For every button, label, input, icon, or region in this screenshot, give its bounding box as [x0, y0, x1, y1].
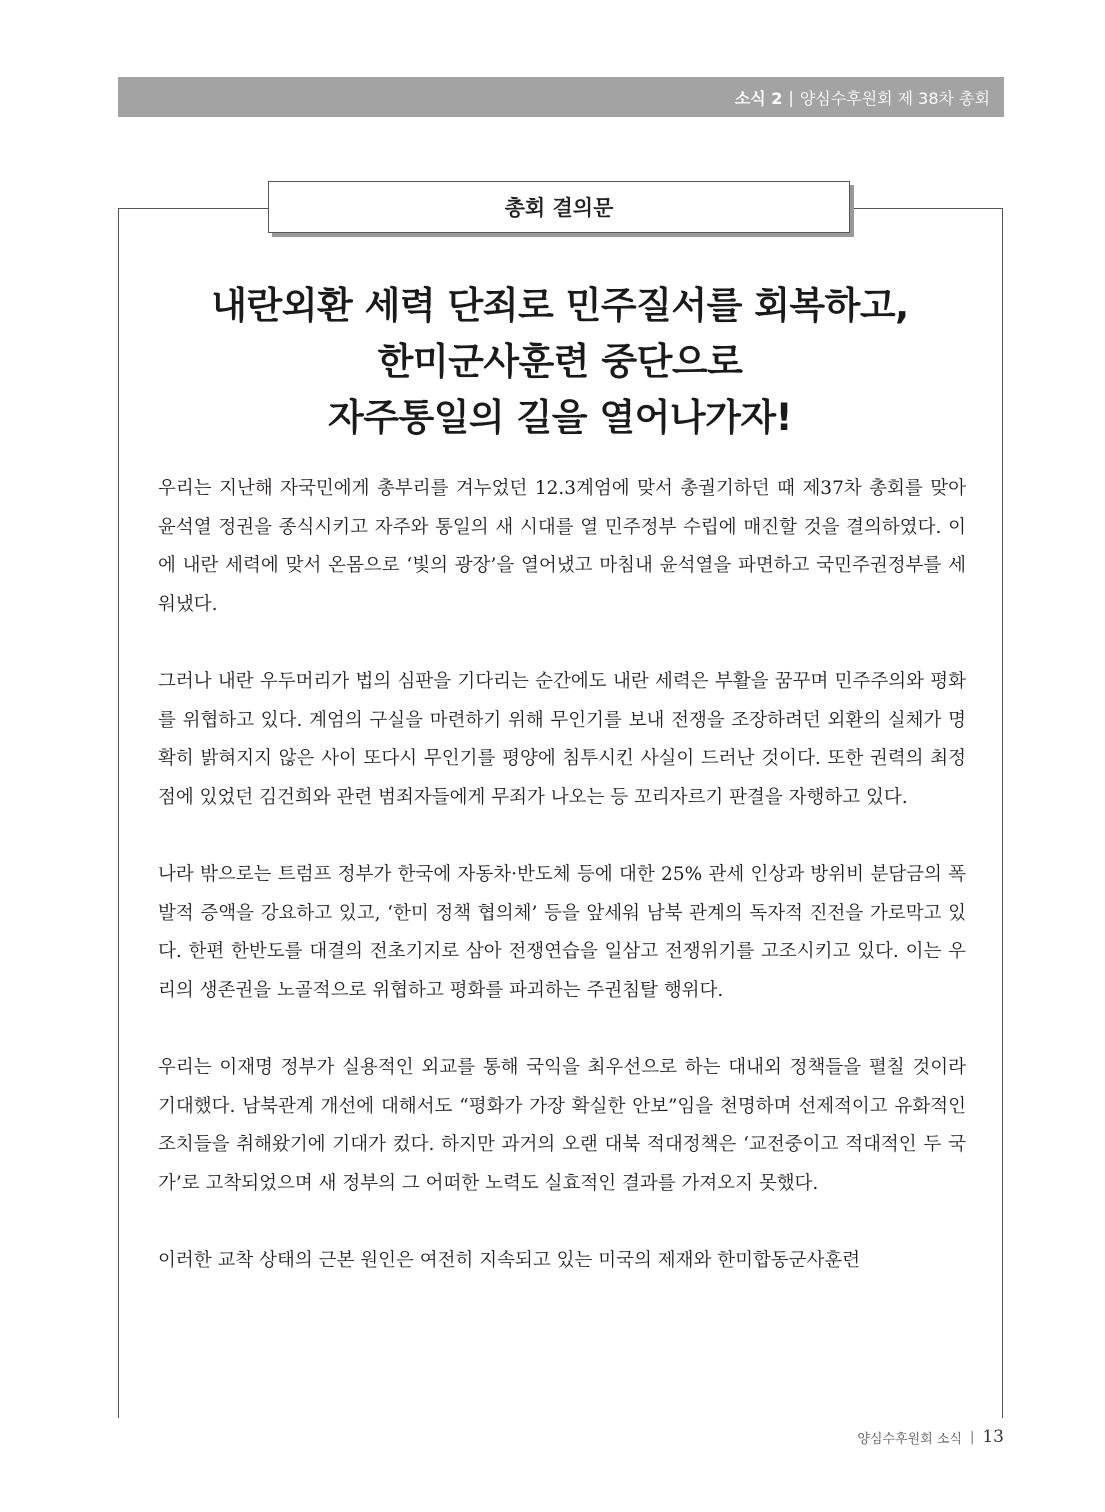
article-title: [130, 278, 990, 446]
title-line-2: 한미군사훈련 중단으로: [377, 340, 743, 383]
footer-separator: |: [969, 1429, 975, 1445]
header-subtitle: 양심수후원회 제 38차 총회: [799, 88, 990, 108]
body-paragraph-3: 나라 밖으로는 트럼프 정부가 한국에 자동차·반도체 등에 대한 25% 관세 인상과 방위비 분담금의 폭발적 증액을 강요하고 있고, ‘한미 정책 협의체’ 등을 앞세워 남북 관계의 독자적 진전을 가로막고 있다. 한편 한반도를 대결의 전초기지로 삼아 전쟁연습을 일삼고 전쟁위기를 고조시키고 있다. 이는 우리의 생존권을 노골적으로 위협하고 평화를 파괴하는 주권침탈 행위다.: [158, 863, 966, 1001]
header-separator: |: [788, 87, 794, 107]
title-line-3: 자주통일의 길을 열어나가자!: [327, 396, 793, 439]
article-body: [158, 470, 966, 1319]
article-label: [268, 181, 850, 233]
body-paragraph-4: 우리는 이재명 정부가 실용적인 외교를 통해 국익을 최우선으로 하는 대내외 정책들을 펼칠 것이라 기대했다. 남북관계 개선에 대해서도 “평화가 가장 확실한 안보”임을 천명하며 선제적이고 유화적인 조치들을 취해왔기에 기대가 컸다. 하지만 과거의 오랜 대북 적대정책은 ‘교전중이고 적대적인 두 국가’로 고착되었으며 새 정부의 그 어떠한 노력도 실효적인 결과를 가져오지 못했다.: [158, 1056, 966, 1194]
body-paragraph-5: 이러한 교착 상태의 근본 원인은 여전히 지속되고 있는 미국의 제재와 한미합동군사훈련: [158, 1249, 861, 1271]
page-footer: [857, 1427, 1004, 1447]
article-label-text: 총회 결의문: [504, 196, 614, 220]
body-paragraph-2: 그러나 내란 우두머리가 법의 심판을 기다리는 순간에도 내란 세력은 부활을 꿈꾸며 민주주의와 평화를 위협하고 있다. 계엄의 구실을 마련하기 위해 무인기를 보내 전쟁을 조장하려던 외환의 실체가 명확히 밝혀지지 않은 사이 또다시 무인기를 평양에 침투시킨 사실이 드러난 것이다. 또한 권력의 최정점에 있었던 김건희와 관련 범죄자들에게 무죄가 나오는 등 꼬리자르기 판결을 자행하고 있다.: [158, 670, 966, 808]
page-number: 13: [982, 1427, 1004, 1447]
footer-publication: 양심수후원회 소식: [857, 1431, 962, 1447]
title-line-1: 내란외환 세력 단죄로 민주질서를 회복하고,: [211, 284, 909, 327]
section-label: 소식 2: [734, 88, 783, 108]
body-paragraph-1: 우리는 지난해 자국민에게 총부리를 겨누었던 12.3계엄에 맞서 총궐기하던 때 제37차 총회를 맞아 윤석열 정권을 종식시키고 자주와 통일의 새 시대를 열 민주정부 수립에 매진할 것을 결의하였다. 이에 내란 세력에 맞서 온몸으로 ‘빛의 광장’을 열어냈고 마침내 윤석열을 파면하고 국민주권정부를 세워냈다.: [158, 478, 966, 615]
section-header-bar: [118, 77, 1004, 117]
